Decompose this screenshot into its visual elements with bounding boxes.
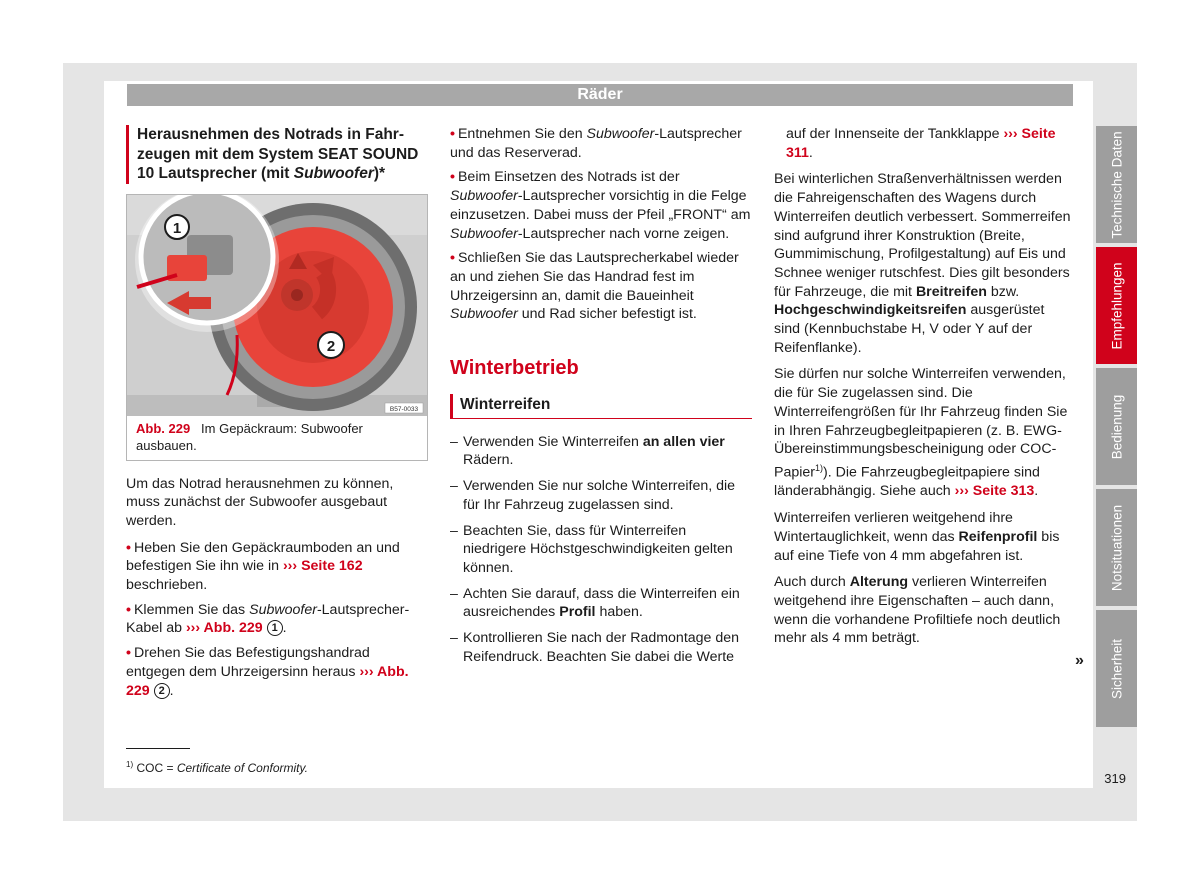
tab-technische-daten[interactable]: Technische Daten	[1096, 126, 1137, 243]
page-link[interactable]: ››› Seite 162	[282, 558, 363, 575]
paragraph: auf der Innenseite der Tankklappe ››› Seite 311.	[786, 126, 1056, 161]
list-item: • Entnehmen Sie den Subwoofer-Lautsprecher und das Reserverad.	[450, 125, 752, 162]
section-title: Herausnehmen des Notrads in Fahrzeugen mit dem System SEAT SOUND 10 Lautsprecher (mit Subwoofer)*	[126, 125, 430, 184]
intro-paragraph: Um das Notrad herausnehmen zu können, muss zunächst der Subwoofer ausgebaut werden.	[126, 475, 394, 529]
page-link[interactable]: ››› Seite 311	[786, 126, 1056, 161]
figure-link[interactable]: ››› Abb. 229	[126, 663, 409, 699]
list-item: • Drehen Sie das Befestigungshandrad entgegen dem Uhrzeigersinn heraus ››› Abb. 229 2 .	[126, 644, 430, 700]
paragraph: Winterreifen verlieren weitgehend ihre Wintertauglichkeit, wenn das Reifenprofil bis auf eine Tiefe von 4 mm abgefahren ist.	[774, 510, 1060, 564]
subwoofer-illustration	[127, 195, 427, 416]
column-1	[126, 125, 430, 706]
list-item: – Verwenden Sie nur solche Winterreifen, die für Ihr Fahrzeug zugelassen sind.	[450, 478, 736, 513]
chapter-header: Räder	[127, 84, 1073, 106]
list-item: – Kontrollieren Sie nach der Radmontage den Reifendruck. Beachten Sie dabei die Werte	[450, 630, 740, 665]
callout-marker: 1	[267, 620, 283, 636]
footnote: $^{1)}$ COC = Certificate of Conformity.	[126, 760, 308, 775]
column-2	[450, 125, 752, 673]
page-number: 319	[1104, 771, 1126, 786]
tab-empfehlungen[interactable]: Empfehlungen	[1096, 247, 1137, 364]
figure-229	[126, 194, 428, 461]
page-link[interactable]: ››› Seite 313	[954, 483, 1035, 500]
figure-link[interactable]: ››› Abb. 229	[185, 620, 263, 637]
subsection-heading: Winterreifen	[450, 394, 752, 419]
callout-1: 1	[172, 219, 182, 237]
list-item: – Achten Sie darauf, dass die Winterreifen ein ausreichendes Profil haben.	[450, 585, 740, 621]
section-heading: Winterbetrieb	[450, 357, 579, 380]
callout-marker: 2	[154, 683, 170, 699]
continue-marker: »	[1075, 652, 1084, 669]
callout-2: 2	[326, 337, 336, 355]
list-item: • Klemmen Sie das Subwoofer-Lautsprecher-Kabel ab ››› Abb. 229 1 .	[126, 601, 430, 638]
paragraph: Auch durch Alterung verlieren Winterreifen weitgehend ihre Eigenschaften – auch dann, wenn die vorhandene Profiltiefe noch deutlich mehr als 4 mm beträgt.	[774, 574, 1061, 647]
footnote-rule	[126, 748, 190, 749]
paragraph: Bei winterlichen Straßenverhältnissen werden die Fahreigenschaften des Wagens durch Winterreifen deutlich verbessert. Sommerreifen sind aufgrund ihrer Konstruktion (Breite, Gummimischung, Profilgestaltung) auf Eis und Schnee weniger rutschfest. Dies gilt besonders für Fahrzeuge, die mit Breitreifen bzw. Hochgeschwindigkeitsreifen ausgerüstet sind (Kennbuchstabe H, V oder Y auf der Reifenflanke).	[774, 171, 1071, 356]
tab-bedienung[interactable]: Bedienung	[1096, 368, 1137, 485]
list-item: – Verwenden Sie Winterreifen an allen vier Rädern.	[450, 433, 725, 469]
list-item: • Schließen Sie das Lautsprecherkabel wieder an und ziehen Sie das Handrad fest im Uhrzeigersinn an, damit die Baueinheit Subwoofer und Rad sicher befestigt ist.	[450, 249, 752, 324]
column-3	[774, 125, 1074, 656]
list-item: • Beim Einsetzen des Notrads ist der Subwoofer-Lautsprecher vorsichtig in die Felge einzusetzen. Dabei muss der Pfeil „FRONT“ am Subwoofer-Lautsprecher nach vorne zeigen.	[450, 168, 752, 243]
list-item: – Beachten Sie, dass für Winterreifen niedrigere Höchstgeschwindigkeiten gelten können.	[450, 522, 733, 576]
paragraph: Sie dürfen nur solche Winterreifen verwenden, die für Sie zugelassen sind. Die Winterreifengrößen für Ihr Fahrzeug finden Sie in Ihren Fahrzeugbegleitpapieren (z. B. EWG-Übereinstimmungsbescheinigung oder COC-Papier$^{1)}$). Die Fahrzeugbegleitpapiere sind länderabhängig. Siehe auch ››› Seite 313.	[774, 366, 1068, 500]
list-item: • Heben Sie den Gepäckraumboden an und befestigen Sie ihn wie in ››› Seite 162 beschrieben.	[126, 539, 430, 595]
figure-code: B57-0033	[389, 405, 419, 413]
tab-notsituationen[interactable]: Notsituationen	[1096, 489, 1137, 606]
figure-caption: Abb. 229 Im Gepäckraum: Subwoofer ausbauen.	[136, 420, 363, 453]
tab-sicherheit[interactable]: Sicherheit	[1096, 610, 1137, 727]
